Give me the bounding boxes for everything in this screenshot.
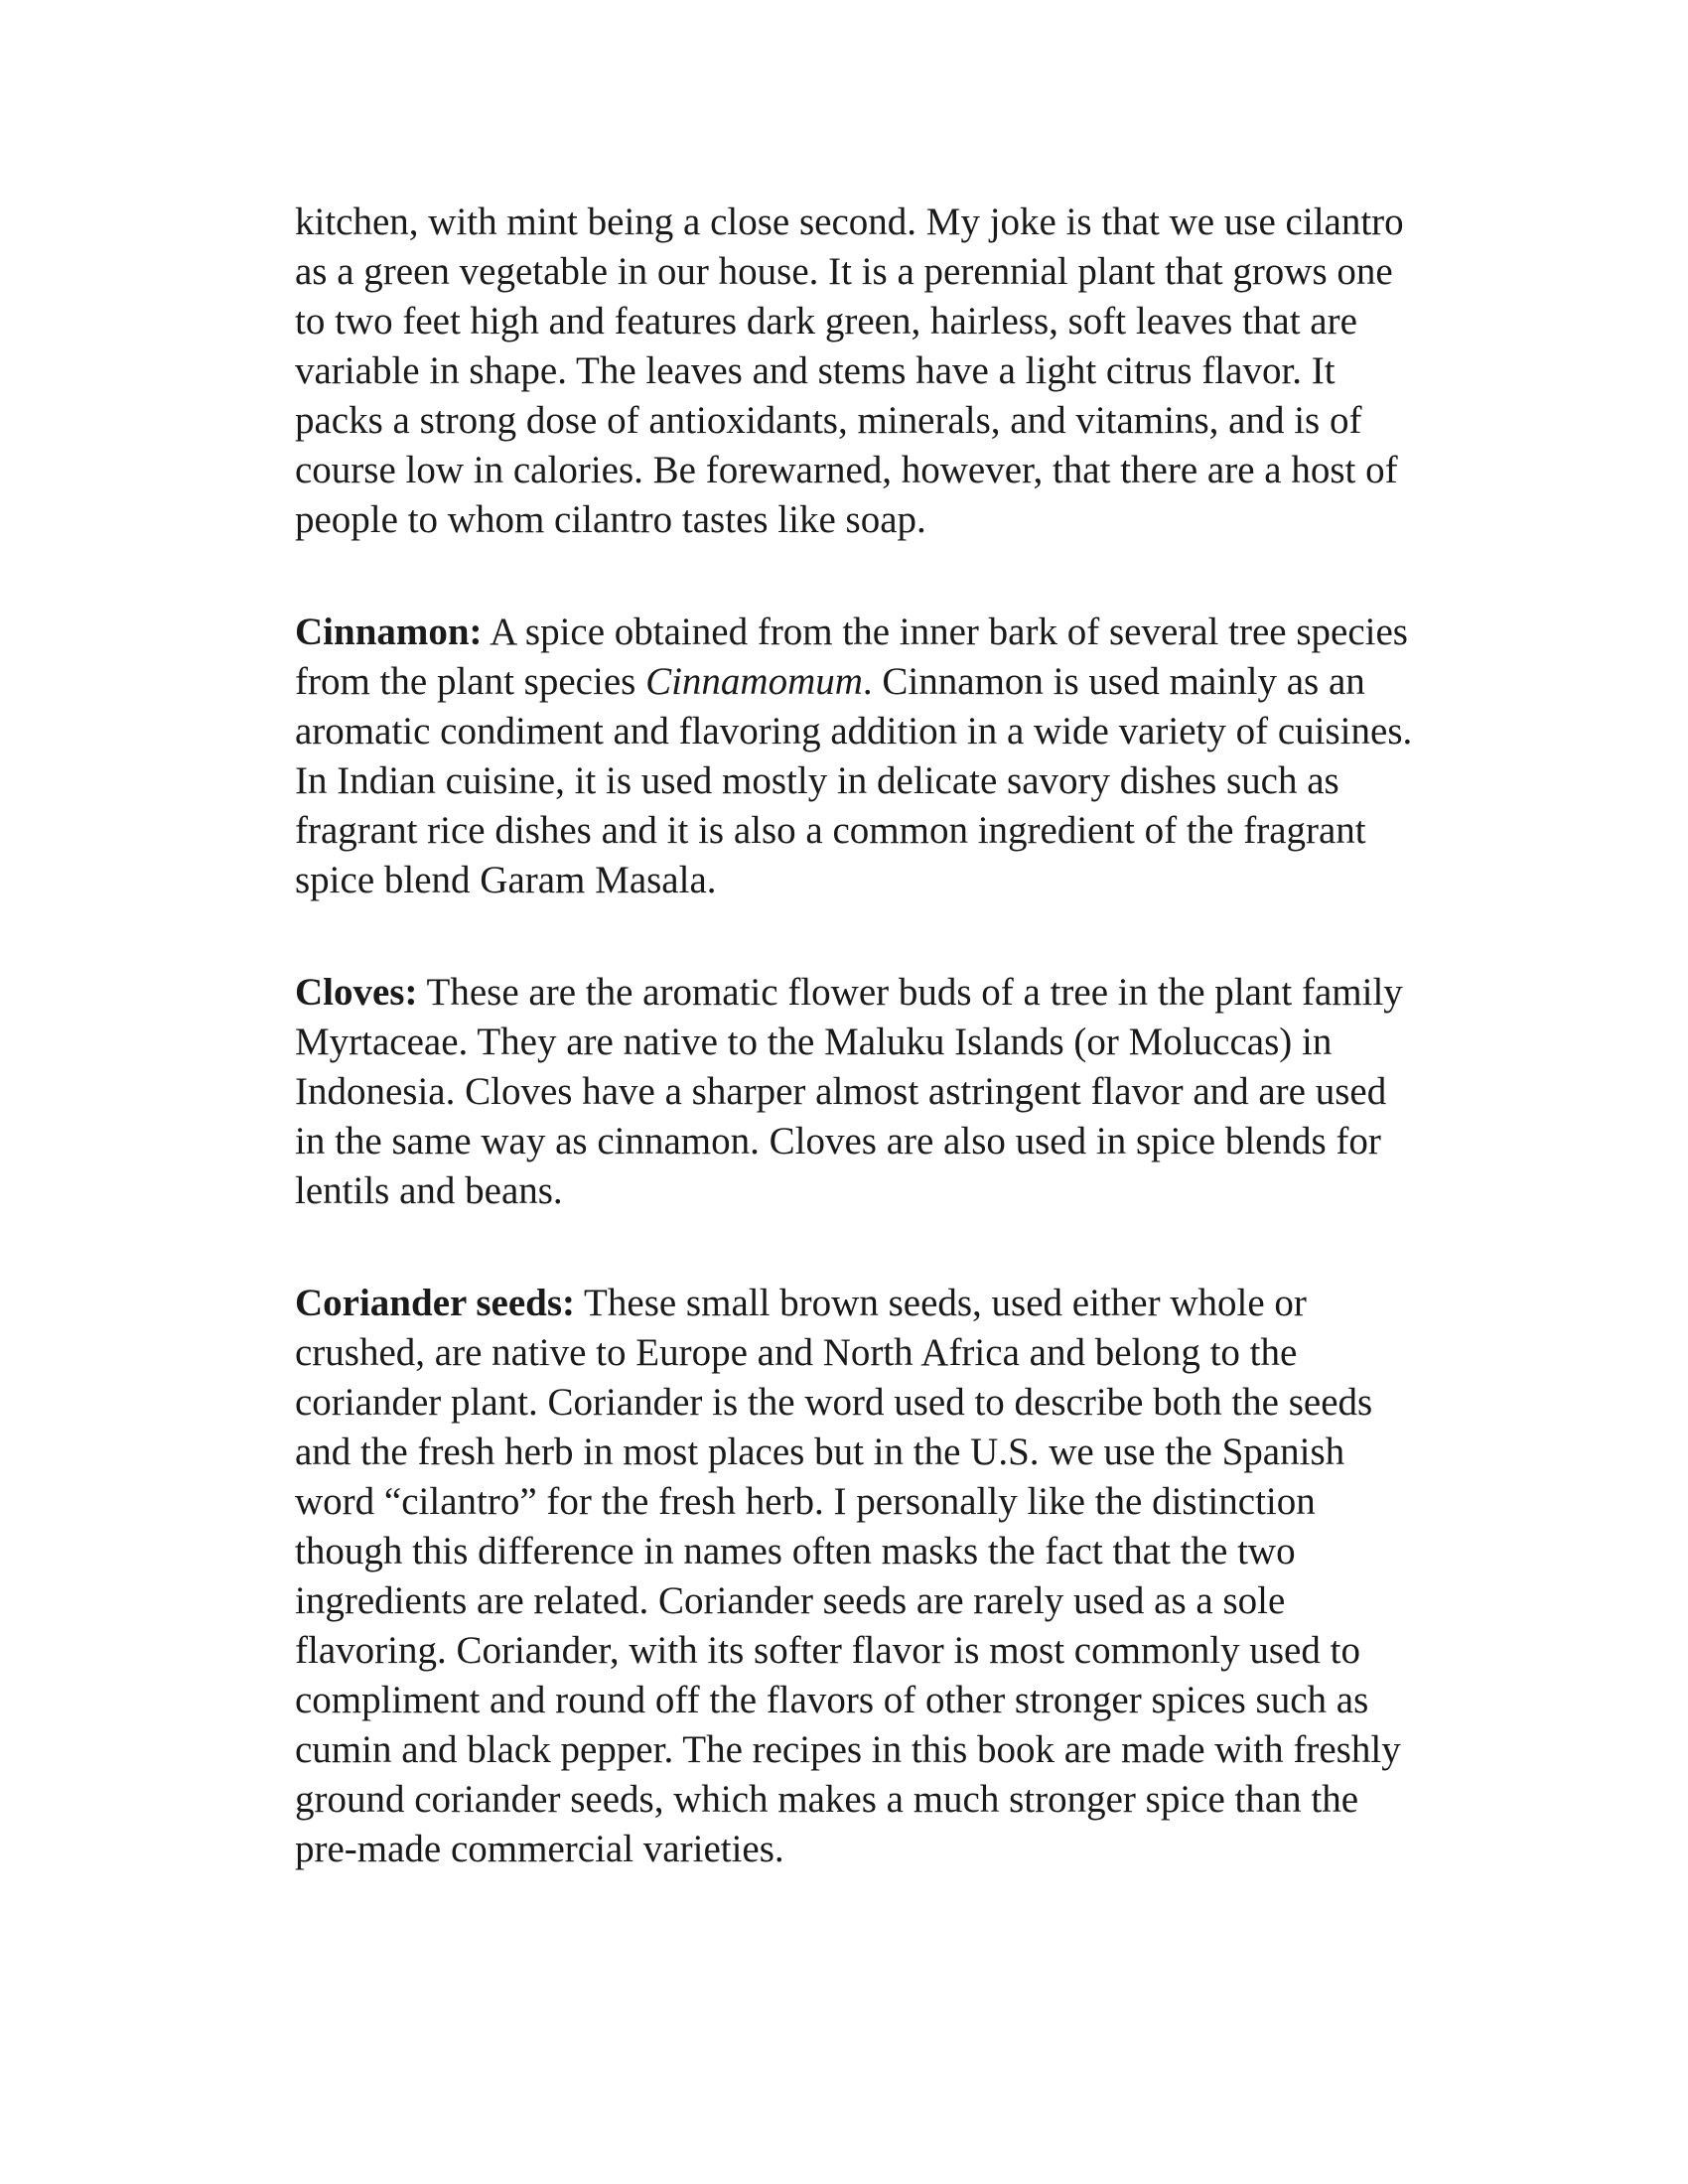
paragraph-cinnamon bbox=[295, 608, 1417, 905]
term-heading: Coriander seeds: bbox=[295, 1282, 576, 1324]
paragraph-text: A spice obtained from the inner bark of several tree species from the plant species bbox=[295, 611, 1408, 703]
paragraph-cilantro-continued bbox=[295, 198, 1417, 545]
paragraph-text: These are the aromatic flower buds of a tree in the plant family Myrtaceae. They are native to the Maluku Islands (or Moluccas) in Indonesia. Cloves have a sharper almost astringent flavor and are used in the same way as cinnamon. Cloves are also used in spice blends for lentils and beans. bbox=[295, 971, 1403, 1212]
paragraph-cloves bbox=[295, 968, 1417, 1216]
term-heading: Cinnamon: bbox=[295, 611, 483, 653]
document-page bbox=[295, 198, 1417, 1937]
paragraph-text: . Cinnamon is used mainly as an aromatic condiment and flavoring addition in a wide variety of cuisines. In Indian cuisine, it is used mostly in delicate savory dishes such as fragrant rice dishes and it is also a common ingredient of the fragrant spice blend Garam Masala. bbox=[295, 660, 1413, 901]
term-heading: Cloves: bbox=[295, 971, 418, 1014]
paragraph-coriander-seeds bbox=[295, 1279, 1417, 1874]
paragraph-text: kitchen, with mint being a close second. My joke is that we use cilantro as a green vegetable in our house. It is a perennial plant that grows one to two feet high and features dark green, hairless, soft leaves that are variable in shape. The leaves and stems have a light citrus flavor. It packs a strong dose of antioxidants, minerals, and vitamins, and is of course low in calories. Be forewarned, however, that there are a host of people to whom cilantro tastes like soap. bbox=[295, 201, 1404, 541]
species-name: Cinnamomum bbox=[645, 660, 863, 703]
paragraph-text: These small brown seeds, used either whole or crushed, are native to Europe and North Africa and belong to the coriander plant. Coriander is the word used to describe both the seeds and the fresh herb in most places but in the U.S. we use the Spanish word “cilantro” for the fresh herb. I personally like the distinction though this difference in names often masks the fact that the two ingredients are related. Coriander seeds are rarely used as a sole flavoring. Coriander, with its softer flavor is most commonly used to compliment and round off the flavors of other stronger spices such as cumin and black pepper. The recipes in this book are made with freshly ground coriander seeds, which makes a much stronger spice than the pre-made commercial varieties. bbox=[295, 1282, 1401, 1870]
